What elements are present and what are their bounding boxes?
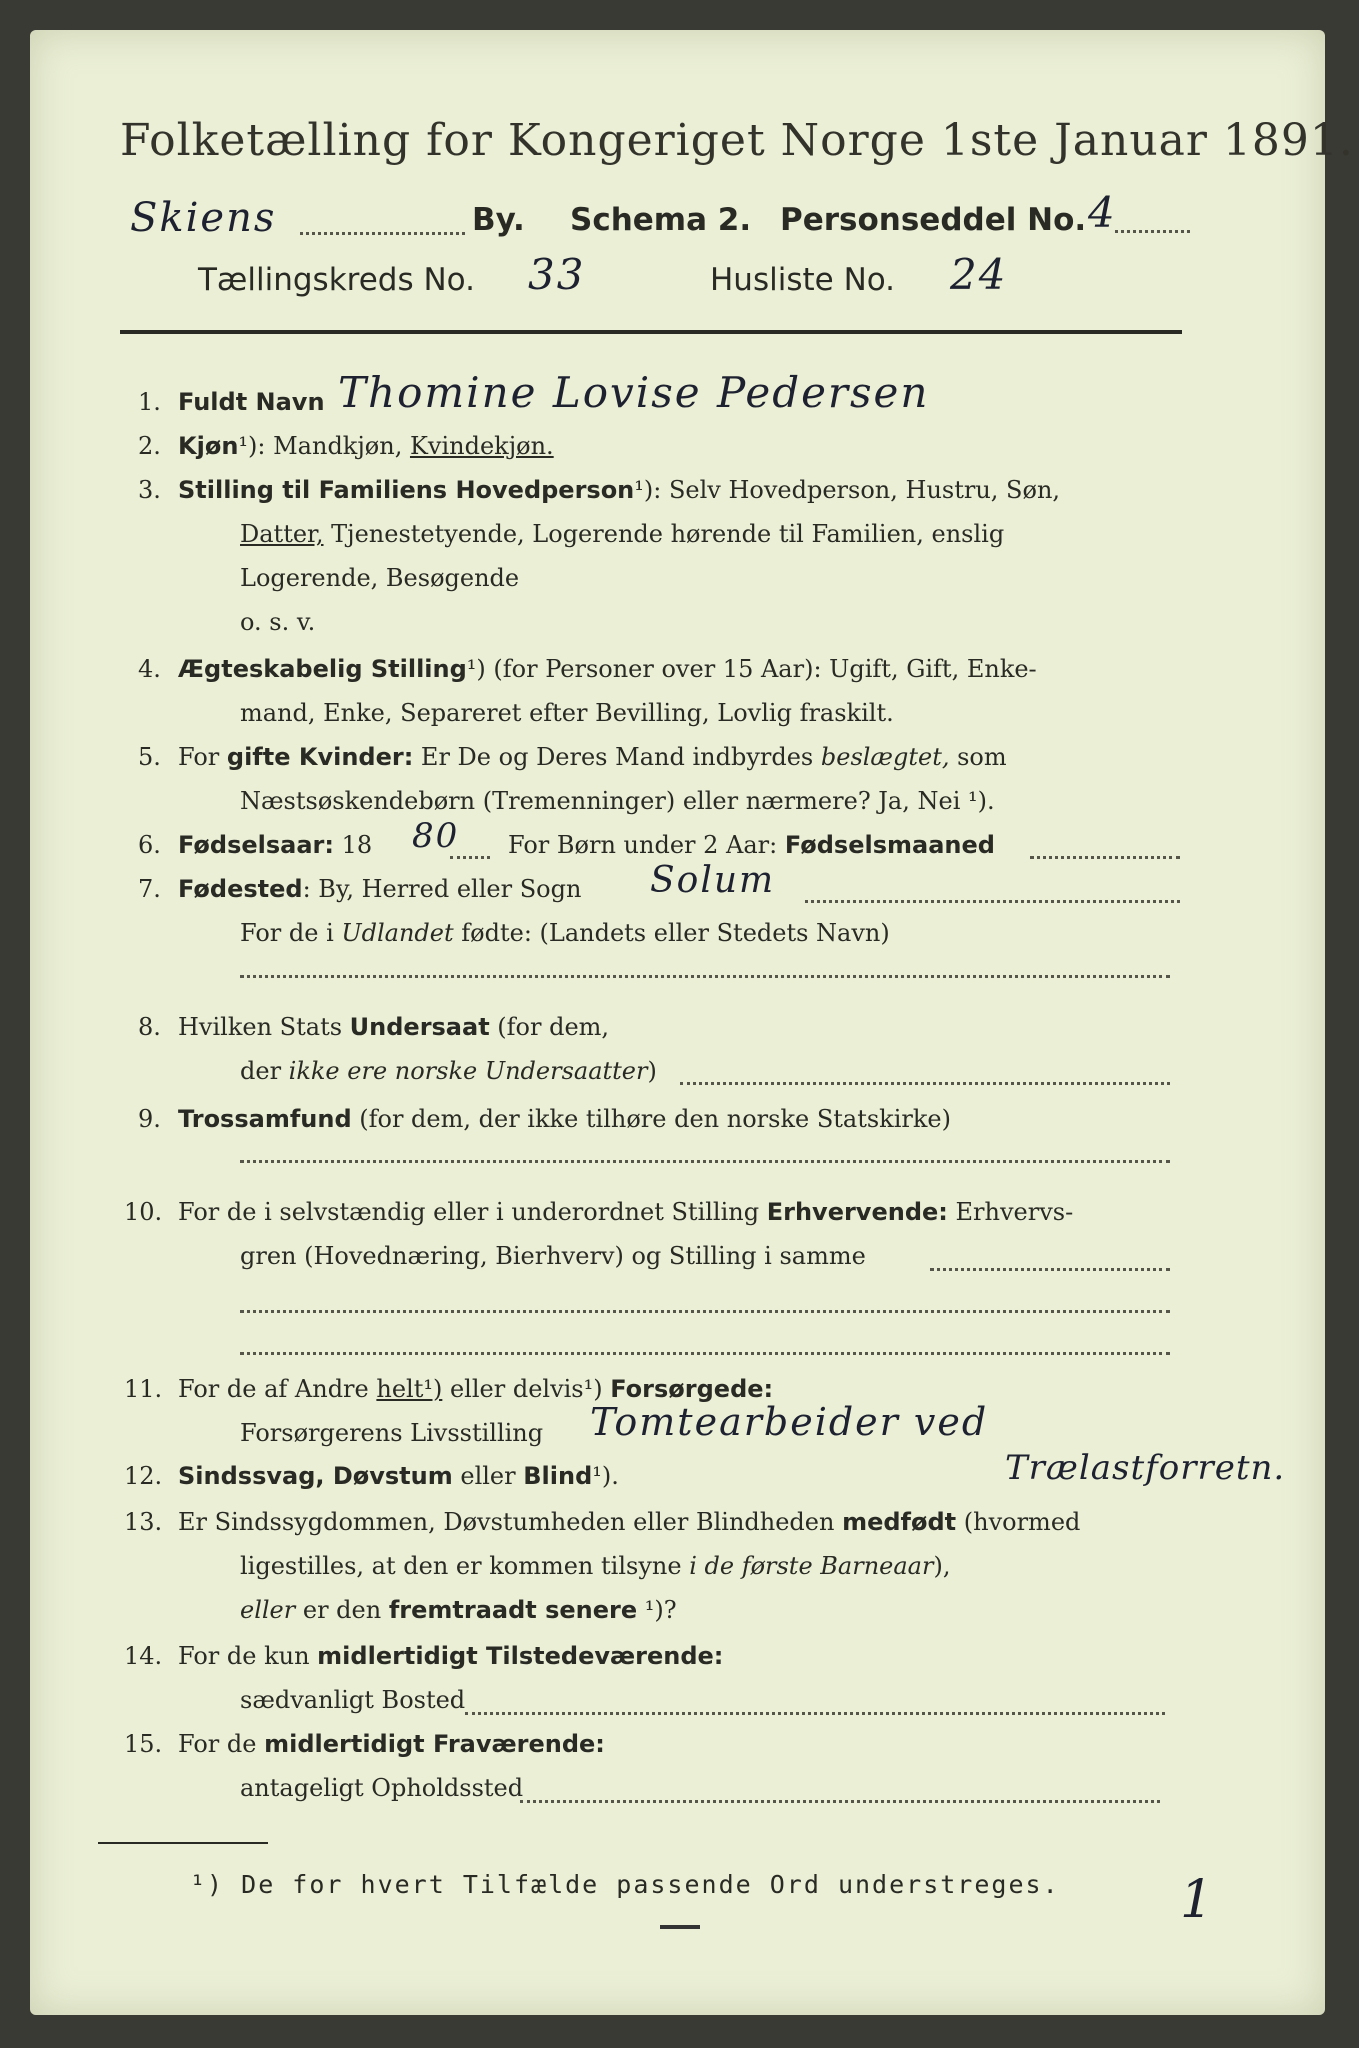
label-italic: i de første Barneaar bbox=[689, 1552, 934, 1580]
label-text: fødte: (Landets eller Stedets Navn) bbox=[453, 919, 890, 947]
dotted-line bbox=[450, 856, 490, 859]
label-bold: midlertidigt Tilstedeværende: bbox=[317, 1642, 724, 1670]
label-text: (hvormed bbox=[956, 1508, 1081, 1536]
label-italic: eller bbox=[240, 1596, 296, 1624]
label-text: : By, Herred eller Sogn bbox=[302, 875, 582, 903]
label-text: der bbox=[240, 1057, 289, 1085]
label-text: ¹)? bbox=[637, 1596, 677, 1624]
kreds-handwritten: 33 bbox=[528, 250, 586, 299]
label-bold: Fødselsaar: bbox=[178, 831, 334, 859]
label-bold: Undersaat bbox=[349, 1013, 490, 1041]
label-text: For de bbox=[178, 1730, 265, 1758]
item-number: 12. bbox=[124, 1462, 163, 1490]
label-text: Tjenestetyende, Logerende hørende til Familien, enslig bbox=[323, 520, 1005, 548]
item-number: 15. bbox=[124, 1730, 163, 1758]
item-text bbox=[178, 1730, 605, 1758]
label-text: Næstsøskendebørn (Tremenninger) eller nærmere? Ja, Nei ¹). bbox=[240, 787, 995, 815]
item-text bbox=[240, 1596, 677, 1624]
item-number: 6. bbox=[138, 831, 161, 859]
label-text: For de i bbox=[240, 919, 342, 947]
birthyear-handwritten: 80 bbox=[412, 816, 460, 856]
label-text: For de af Andre bbox=[178, 1375, 377, 1403]
label-bold: Stilling til Familiens Hovedperson bbox=[178, 476, 635, 504]
birthplace-handwritten: Solum bbox=[650, 860, 776, 901]
label-text: ¹): Selv Hovedperson, Hustru, Søn, bbox=[634, 476, 1061, 504]
label-text: Hvilken Stats bbox=[178, 1013, 350, 1041]
label-text: ) bbox=[647, 1057, 657, 1085]
dotted-line bbox=[240, 1352, 1170, 1355]
label-text: Er De og Deres Mand indbyrdes bbox=[413, 743, 821, 771]
label-text: mand, Enke, Separeret efter Bevilling, Lovlig fraskilt. bbox=[240, 699, 894, 727]
label-bold: Kjøn bbox=[178, 432, 239, 460]
dotted-line bbox=[240, 975, 1170, 978]
dotted-line bbox=[805, 900, 1180, 903]
label-text: er den bbox=[295, 1596, 389, 1624]
label-bold: Fødested bbox=[178, 875, 303, 903]
label-bold: Ægteskabelig Stilling bbox=[178, 655, 467, 683]
label-text: For bbox=[178, 743, 227, 771]
item-number: 11. bbox=[124, 1375, 163, 1403]
label-text: som bbox=[949, 743, 1007, 771]
personseddel-handwritten: 4 bbox=[1088, 188, 1117, 237]
item-text bbox=[178, 743, 1007, 771]
item-text bbox=[178, 1462, 619, 1490]
label-text: Forsørgerens Livsstilling bbox=[240, 1419, 544, 1447]
husliste-label: Husliste No. bbox=[710, 262, 896, 298]
corner-mark: 1 bbox=[1180, 1870, 1216, 1930]
dotted-line bbox=[465, 1712, 1165, 1715]
item-text bbox=[178, 655, 1037, 683]
selected-option: Datter, bbox=[240, 520, 324, 548]
item-text bbox=[178, 1198, 1073, 1226]
label-bold: Sindssvag, Døvstum bbox=[178, 1462, 453, 1490]
item-number: 5. bbox=[138, 743, 161, 771]
item-number: 3. bbox=[138, 476, 161, 504]
selected-option: helt¹) bbox=[376, 1375, 443, 1403]
kreds-label: Tællingskreds No. bbox=[198, 262, 475, 298]
label-bold: Blind bbox=[523, 1462, 593, 1490]
name-handwritten: Thomine Lovise Pedersen bbox=[338, 368, 930, 417]
item-number: 8. bbox=[138, 1013, 161, 1041]
item-text bbox=[178, 1375, 773, 1403]
label-text: (for dem, der ikke tilhøre den norske Statskirke) bbox=[351, 1105, 951, 1133]
label-text: ligestilles, at den er kommen tilsyne bbox=[240, 1552, 690, 1580]
dotted-line bbox=[520, 1800, 1160, 1803]
by-label: By. bbox=[472, 202, 525, 238]
label-text: ¹) (for Personer over 15 Aar): Ugift, Gift, Enke- bbox=[466, 655, 1037, 683]
label-bold: Forsørgede: bbox=[610, 1375, 774, 1403]
dotted-line bbox=[1115, 230, 1190, 233]
label-text: Logerende, Besøgende bbox=[240, 564, 520, 592]
item-text bbox=[178, 476, 1060, 504]
label-italic: Udlandet bbox=[341, 919, 454, 947]
label-bold: medfødt bbox=[842, 1508, 957, 1536]
label-italic: ikke ere norske Undersaatter bbox=[288, 1057, 648, 1085]
item-text bbox=[178, 432, 554, 460]
label-text: 18 bbox=[334, 831, 373, 859]
footnote-rule bbox=[98, 1842, 268, 1844]
label-text: (for dem, bbox=[489, 1013, 610, 1041]
personseddel-label: Personseddel No. bbox=[780, 202, 1087, 238]
label-text: sædvanligt Bosted bbox=[240, 1686, 466, 1714]
item-number: 9. bbox=[138, 1105, 161, 1133]
husliste-handwritten: 24 bbox=[950, 250, 1008, 299]
item-text bbox=[240, 1552, 950, 1580]
item-number: 1. bbox=[138, 388, 161, 416]
label-bold: midlertidigt Fraværende: bbox=[264, 1730, 605, 1758]
item-text bbox=[178, 1105, 951, 1133]
label-bold: fremtraadt senere bbox=[388, 1596, 638, 1624]
occupation-handwritten-cont: Trælastforretn. bbox=[1005, 1448, 1286, 1488]
label-text: For de kun bbox=[178, 1642, 318, 1670]
form-title: Folketælling for Kongeriget Norge 1ste Januar 1891. bbox=[120, 115, 1354, 166]
item-text bbox=[178, 1013, 609, 1041]
dotted-line bbox=[680, 1082, 1170, 1085]
label-text: gren (Hovednæring, Bierhverv) og Stilling i samme bbox=[240, 1242, 866, 1270]
item-text bbox=[178, 875, 581, 903]
occupation-handwritten: Tomtearbeider ved bbox=[590, 1400, 989, 1444]
label-text: ¹): Mandkjøn, bbox=[238, 432, 410, 460]
dotted-line bbox=[300, 232, 465, 235]
ink-mark bbox=[660, 1925, 700, 1929]
item-text bbox=[240, 1057, 657, 1085]
item-text bbox=[240, 919, 890, 947]
item-number: 13. bbox=[124, 1508, 163, 1536]
dotted-line bbox=[240, 1160, 1170, 1163]
item-text bbox=[178, 831, 372, 859]
item-label: Fuldt Navn bbox=[178, 388, 325, 416]
label-text: o. s. v. bbox=[240, 608, 316, 636]
footnote: ¹) De for hvert Tilfælde passende Ord understreges. bbox=[190, 1870, 1060, 1899]
label-text: antageligt Opholdssted bbox=[240, 1774, 524, 1802]
dotted-line bbox=[240, 1310, 1170, 1313]
item-text bbox=[240, 520, 1004, 548]
item-number: 2. bbox=[138, 432, 161, 460]
label-text: ¹). bbox=[592, 1462, 619, 1490]
header-rule bbox=[120, 330, 1182, 334]
label-text: For de i selvstændig eller i underordnet Stilling bbox=[178, 1198, 767, 1226]
label-text: Er Sindssygdommen, Døvstumheden eller Blindheden bbox=[178, 1508, 843, 1536]
label-text: ), bbox=[933, 1552, 951, 1580]
item-number: 7. bbox=[138, 875, 161, 903]
item-number: 10. bbox=[124, 1198, 163, 1226]
label-bold: Erhvervende: bbox=[766, 1198, 948, 1226]
item-number: 14. bbox=[124, 1642, 163, 1670]
item-text bbox=[508, 831, 995, 859]
item-text bbox=[178, 1508, 1080, 1536]
item-number: 4. bbox=[138, 655, 161, 683]
item-text bbox=[178, 1642, 723, 1670]
label-text: For Børn under 2 Aar: bbox=[508, 831, 785, 859]
dotted-line bbox=[1030, 856, 1180, 859]
dotted-line bbox=[930, 1268, 1170, 1271]
label-bold: Trossamfund bbox=[178, 1105, 352, 1133]
label-text: eller delvis¹) bbox=[442, 1375, 611, 1403]
label-bold: Fødselsmaaned bbox=[784, 831, 995, 859]
census-form bbox=[30, 30, 1354, 2015]
label-italic: beslægtet, bbox=[820, 743, 950, 771]
city-handwritten: Skiens bbox=[130, 195, 277, 241]
schema-label: Schema 2. bbox=[570, 202, 752, 238]
selected-option: Kvindekjøn. bbox=[409, 432, 554, 460]
label-text: Erhvervs- bbox=[947, 1198, 1074, 1226]
label-text: eller bbox=[452, 1462, 524, 1490]
label-bold: gifte Kvinder: bbox=[226, 743, 414, 771]
